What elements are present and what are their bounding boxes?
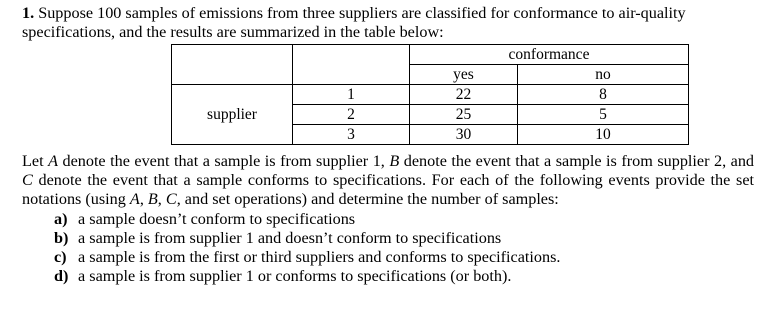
no-count-cell: 8: [518, 85, 689, 105]
table-header-row: [172, 45, 689, 65]
body-text: denote the event that a sample is from supplier 1,: [57, 152, 390, 170]
problem-document: [22, 4, 754, 42]
list-item: [54, 210, 754, 229]
list-item: [54, 248, 754, 267]
conformance-header: conformance: [410, 45, 689, 65]
table-row: [172, 105, 689, 125]
problem-intro: [22, 4, 754, 42]
item-label: c): [54, 248, 67, 266]
yes-count-cell: 22: [410, 85, 518, 105]
question-list: [54, 210, 754, 286]
body-text: , and set operations) and determine the number of samples:: [176, 190, 559, 208]
body-text: ,: [157, 190, 166, 208]
supplier-number-cell: 2: [293, 105, 410, 125]
table-corner-cell: [293, 65, 410, 85]
table-corner-cell: [293, 45, 410, 65]
item-label: d): [54, 267, 69, 285]
problem-number: 1.: [22, 4, 35, 22]
list-item: [54, 229, 754, 248]
supplier-group-label: supplier: [172, 105, 293, 125]
supplier-number-cell: 1: [293, 85, 410, 105]
body-text: ,: [139, 190, 148, 208]
event-b-symbol: B: [389, 152, 400, 170]
event-a-symbol: A: [48, 152, 58, 170]
supplier-group-cell: [172, 85, 293, 105]
table-corner-cell: [172, 65, 293, 85]
event-definitions: [22, 152, 754, 209]
table-row: [172, 125, 689, 145]
supplier-group-cell: [172, 125, 293, 145]
yes-count-cell: 25: [410, 105, 518, 125]
event-b-symbol: B: [147, 190, 158, 208]
body-text: Let: [22, 152, 49, 170]
list-item: [54, 267, 754, 286]
table-corner-cell: [172, 45, 293, 65]
event-c-symbol: C: [22, 171, 33, 189]
no-count-cell: 5: [518, 105, 689, 125]
table-subheader-row: [172, 65, 689, 85]
problem-body: [22, 152, 754, 286]
yes-count-cell: 30: [410, 125, 518, 145]
item-text: a sample is from supplier 1 and doesn’t conform to specifications: [78, 229, 502, 247]
body-text: denote the event that a sample conforms to specifications. For each of the following events provide the set notations (using: [22, 171, 754, 208]
yes-column-header: yes: [410, 65, 518, 85]
item-text: a sample is from supplier 1 or conforms to specifications (or both).: [78, 267, 512, 285]
event-a-symbol: A: [129, 190, 140, 208]
item-text: a sample is from the first or third suppliers and conforms to specifications.: [78, 248, 561, 266]
body-text: denote the event that a sample is from supplier 2, and: [399, 152, 755, 170]
no-count-cell: 10: [518, 125, 689, 145]
table-row: [172, 85, 689, 105]
event-c-symbol: C: [165, 190, 177, 208]
supplier-number-cell: 3: [293, 125, 410, 145]
item-text: a sample doesn’t conform to specifications: [78, 210, 356, 228]
problem-intro-text: Suppose 100 samples of emissions from three suppliers are classified for conformance to air-quality specifications, and the results are summarized in the table below:: [22, 4, 686, 41]
item-label: b): [54, 229, 69, 247]
no-column-header: no: [518, 65, 689, 85]
item-label: a): [54, 210, 68, 228]
supplier-conformance-table: [171, 44, 689, 145]
